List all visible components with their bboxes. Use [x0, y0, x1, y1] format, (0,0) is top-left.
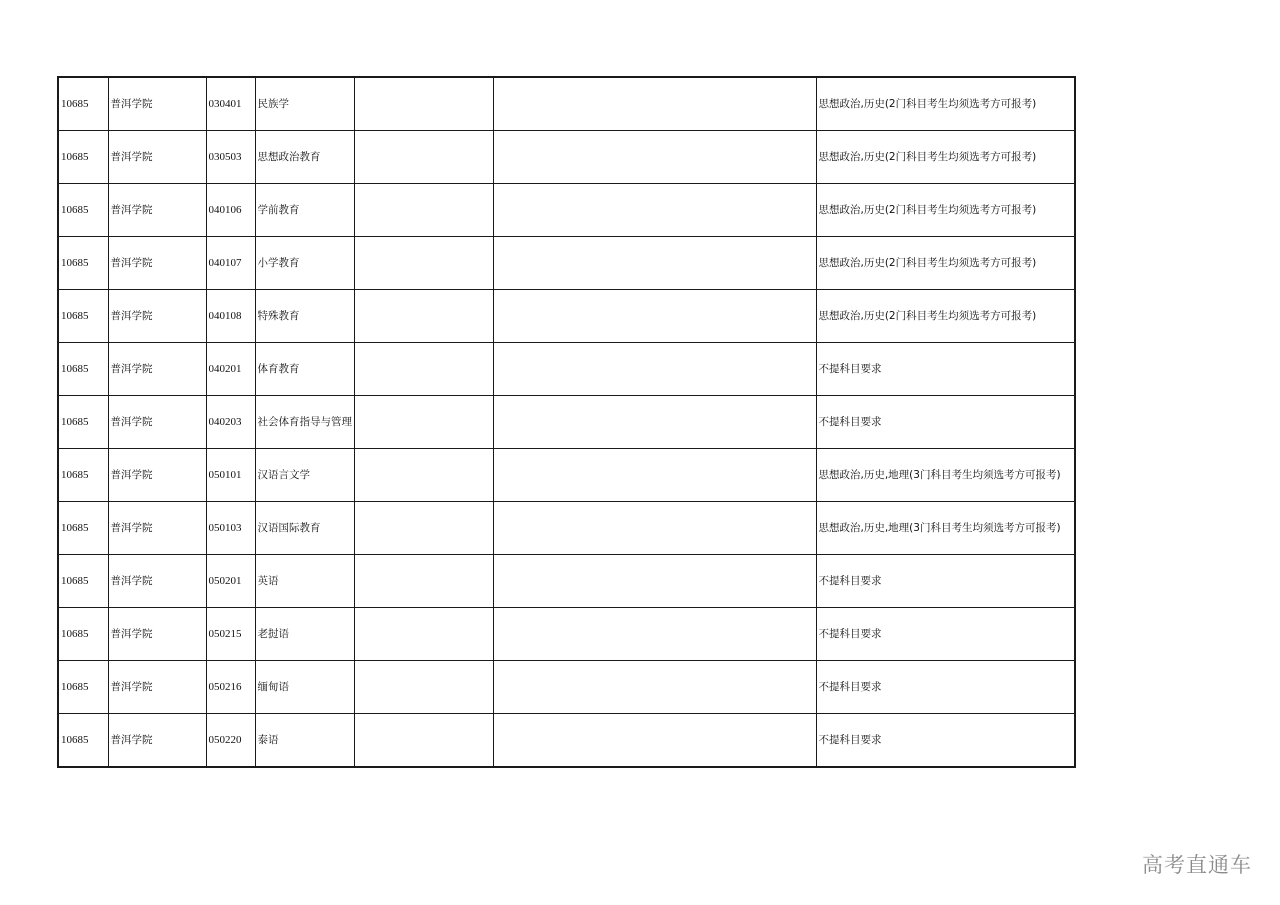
school-code-cell: 10685	[58, 184, 108, 237]
table-row	[58, 714, 1075, 768]
major-code-cell: 040106	[206, 184, 255, 237]
watermark-text: 高考直通车	[1142, 853, 1252, 877]
empty-cell	[493, 502, 816, 555]
empty-cell	[354, 396, 493, 449]
school-code-cell: 10685	[58, 131, 108, 184]
school-name-cell: 普洱学院	[108, 555, 206, 608]
table-row	[58, 237, 1075, 290]
major-code-cell: 050103	[206, 502, 255, 555]
school-name-cell: 普洱学院	[108, 290, 206, 343]
empty-cell	[354, 131, 493, 184]
major-name-cell: 汉语言文学	[255, 449, 354, 502]
table-row	[58, 131, 1075, 184]
school-name-cell: 普洱学院	[108, 608, 206, 661]
subject-requirement-cell: 不提科目要求	[816, 714, 1075, 768]
table-row	[58, 608, 1075, 661]
empty-cell	[493, 237, 816, 290]
school-name-cell: 普洱学院	[108, 343, 206, 396]
empty-cell	[354, 608, 493, 661]
major-code-cell: 050215	[206, 608, 255, 661]
empty-cell	[493, 714, 816, 768]
empty-cell	[493, 396, 816, 449]
school-code-cell: 10685	[58, 237, 108, 290]
subject-requirement-cell: 不提科目要求	[816, 661, 1075, 714]
empty-cell	[493, 290, 816, 343]
empty-cell	[493, 661, 816, 714]
requirements-table	[57, 76, 1076, 768]
table-row	[58, 555, 1075, 608]
empty-cell	[354, 290, 493, 343]
major-name-cell: 社会体育指导与管理	[255, 396, 354, 449]
subject-requirement-cell: 不提科目要求	[816, 396, 1075, 449]
subject-requirement-cell: 思想政治,历史(2门科目考生均须选考方可报考)	[816, 77, 1075, 131]
major-name-cell: 小学教育	[255, 237, 354, 290]
empty-cell	[354, 661, 493, 714]
school-name-cell: 普洱学院	[108, 502, 206, 555]
subject-requirement-cell: 思想政治,历史(2门科目考生均须选考方可报考)	[816, 290, 1075, 343]
school-code-cell: 10685	[58, 343, 108, 396]
empty-cell	[354, 77, 493, 131]
empty-cell	[493, 184, 816, 237]
school-name-cell: 普洱学院	[108, 714, 206, 768]
table-row	[58, 449, 1075, 502]
table-row	[58, 184, 1075, 237]
school-code-cell: 10685	[58, 396, 108, 449]
major-name-cell: 缅甸语	[255, 661, 354, 714]
table-row	[58, 661, 1075, 714]
school-name-cell: 普洱学院	[108, 661, 206, 714]
school-code-cell: 10685	[58, 502, 108, 555]
school-code-cell: 10685	[58, 661, 108, 714]
subject-requirement-cell: 思想政治,历史,地理(3门科目考生均须选考方可报考)	[816, 502, 1075, 555]
table-row	[58, 343, 1075, 396]
empty-cell	[493, 343, 816, 396]
subject-requirement-cell: 不提科目要求	[816, 608, 1075, 661]
subject-requirement-cell: 思想政治,历史(2门科目考生均须选考方可报考)	[816, 237, 1075, 290]
major-name-cell: 思想政治教育	[255, 131, 354, 184]
major-code-cell: 040107	[206, 237, 255, 290]
subject-requirement-cell: 思想政治,历史,地理(3门科目考生均须选考方可报考)	[816, 449, 1075, 502]
table-row	[58, 77, 1075, 131]
subject-requirement-cell: 思想政治,历史(2门科目考生均须选考方可报考)	[816, 131, 1075, 184]
major-code-cell: 040108	[206, 290, 255, 343]
empty-cell	[354, 343, 493, 396]
major-name-cell: 老挝语	[255, 608, 354, 661]
major-name-cell: 英语	[255, 555, 354, 608]
school-name-cell: 普洱学院	[108, 237, 206, 290]
empty-cell	[493, 77, 816, 131]
empty-cell	[354, 555, 493, 608]
empty-cell	[493, 131, 816, 184]
empty-cell	[493, 449, 816, 502]
school-name-cell: 普洱学院	[108, 449, 206, 502]
school-code-cell: 10685	[58, 290, 108, 343]
school-code-cell: 10685	[58, 555, 108, 608]
major-code-cell: 030503	[206, 131, 255, 184]
major-code-cell: 050201	[206, 555, 255, 608]
major-code-cell: 030401	[206, 77, 255, 131]
subject-requirement-cell: 不提科目要求	[816, 555, 1075, 608]
table-row	[58, 502, 1075, 555]
table-row	[58, 290, 1075, 343]
school-code-cell: 10685	[58, 77, 108, 131]
empty-cell	[354, 714, 493, 768]
subject-requirement-cell: 不提科目要求	[816, 343, 1075, 396]
school-name-cell: 普洱学院	[108, 131, 206, 184]
major-name-cell: 民族学	[255, 77, 354, 131]
empty-cell	[493, 608, 816, 661]
school-name-cell: 普洱学院	[108, 396, 206, 449]
empty-cell	[354, 502, 493, 555]
major-name-cell: 体育教育	[255, 343, 354, 396]
major-code-cell: 040201	[206, 343, 255, 396]
empty-cell	[354, 184, 493, 237]
major-code-cell: 050101	[206, 449, 255, 502]
school-code-cell: 10685	[58, 449, 108, 502]
subject-requirement-cell: 思想政治,历史(2门科目考生均须选考方可报考)	[816, 184, 1075, 237]
empty-cell	[354, 449, 493, 502]
empty-cell	[354, 237, 493, 290]
table-body	[58, 77, 1075, 767]
school-name-cell: 普洱学院	[108, 77, 206, 131]
major-code-cell: 040203	[206, 396, 255, 449]
major-name-cell: 泰语	[255, 714, 354, 768]
major-name-cell: 特殊教育	[255, 290, 354, 343]
school-code-cell: 10685	[58, 714, 108, 768]
major-name-cell: 汉语国际教育	[255, 502, 354, 555]
major-code-cell: 050220	[206, 714, 255, 768]
school-code-cell: 10685	[58, 608, 108, 661]
table-row	[58, 396, 1075, 449]
empty-cell	[493, 555, 816, 608]
major-code-cell: 050216	[206, 661, 255, 714]
major-name-cell: 学前教育	[255, 184, 354, 237]
school-name-cell: 普洱学院	[108, 184, 206, 237]
